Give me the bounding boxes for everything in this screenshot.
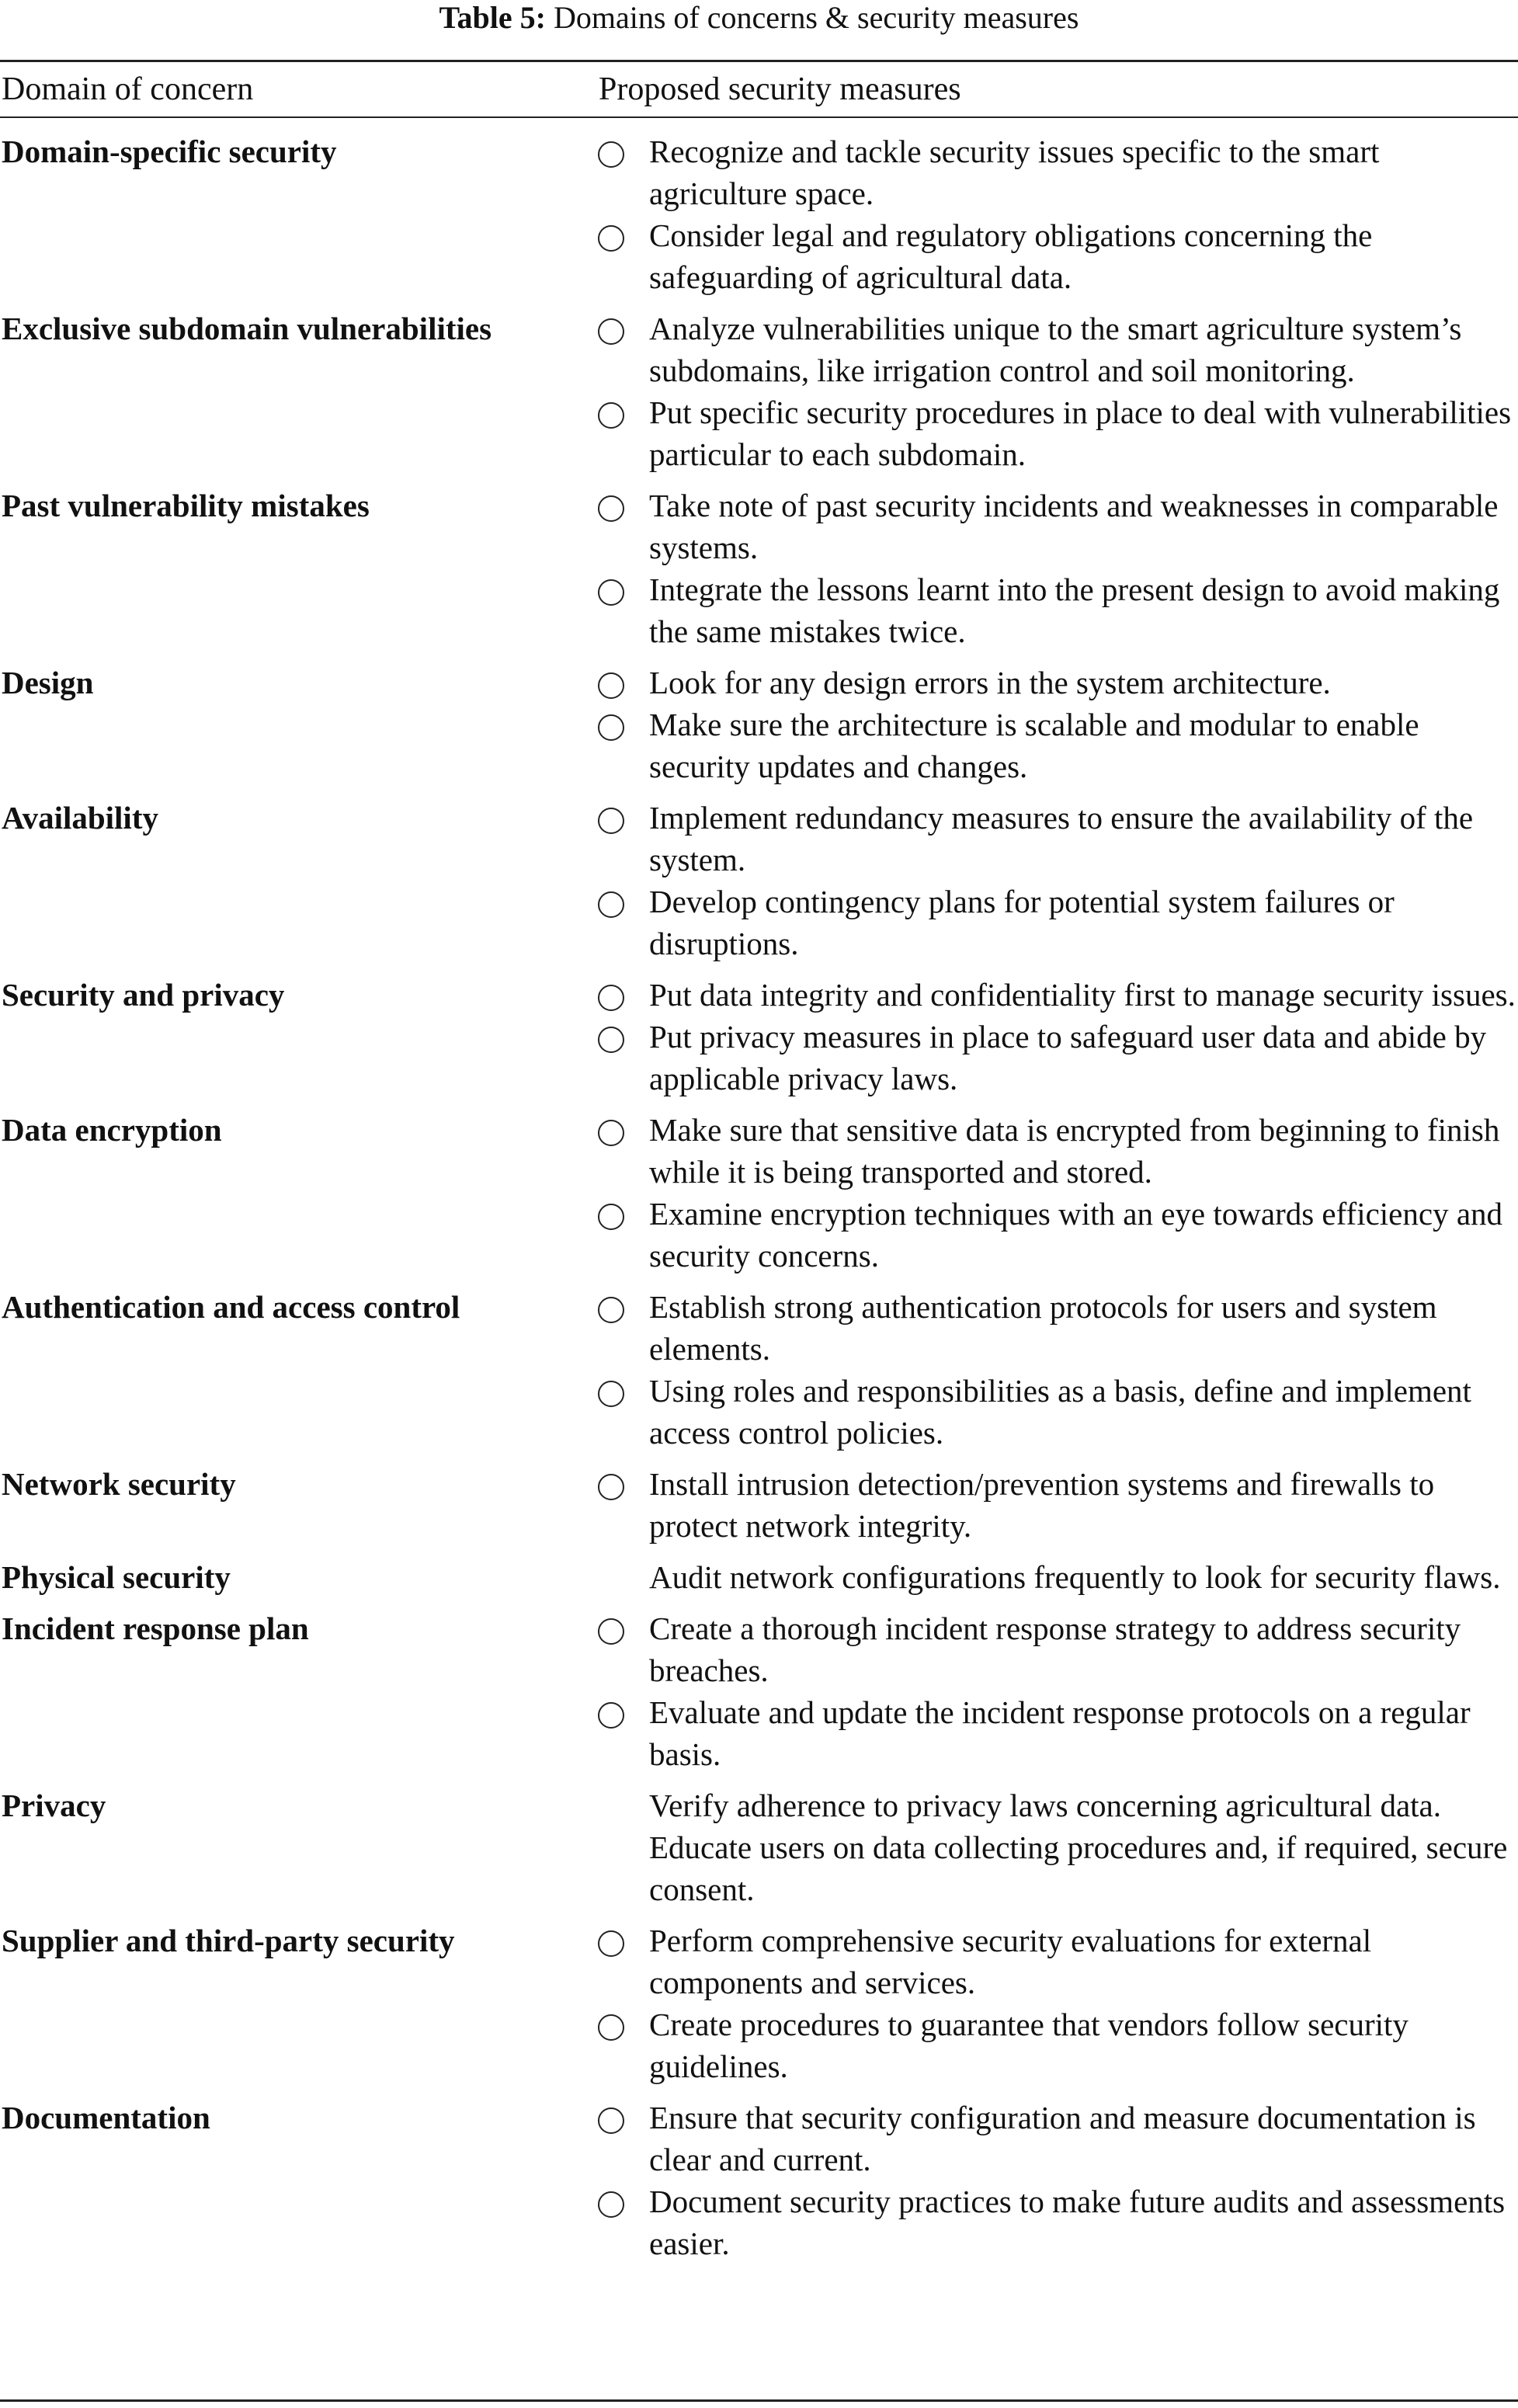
measure-text: Develop contingency plans for potential system failures or disruptions. [649,884,1395,961]
measures-cell [598,308,1518,475]
domain-cell: Data encryption [2,1112,222,1148]
table-row [0,1463,1518,1556]
circle-bullet-icon [598,1381,624,1407]
table-row [0,1286,1518,1463]
measure-item [598,1286,1518,1370]
measure-text: Perform comprehensive security evaluations for external components and services. [649,1923,1372,2000]
measure-text: Recognize and tackle security issues specific to the smart agriculture space. [649,134,1380,211]
measures-cell [598,662,1518,787]
measure-item [598,2097,1518,2180]
domain-cell: Documentation [2,2100,210,2135]
domain-cell: Domain-specific security [2,134,337,169]
measure-text: Examine encryption techniques with an eye towards efficiency and security concerns. [649,1196,1503,1273]
table-row [0,797,1518,974]
circle-bullet-icon [598,1930,624,1957]
table-header [0,62,1518,116]
domain-cell: Authentication and access control [2,1289,460,1325]
circle-bullet-icon [598,1120,624,1146]
table-row [0,2097,1518,2274]
measure-text: Put privacy measures in place to safeguard user data and abide by applicable privacy laws. [649,1019,1487,1096]
measure-text: Create a thorough incident response strategy to address security breaches. [649,1611,1461,1688]
table-caption-label: Table 5: [439,0,546,35]
table-row [0,308,1518,485]
measure-text: Implement redundancy measures to ensure the availability of the system. [649,800,1474,877]
table-row [0,485,1518,662]
measure-item [598,485,1518,568]
header-rule [0,116,1518,118]
measure-text: Audit network configurations frequently to look for security flaws. [649,1559,1501,1595]
measure-text: Ensure that security configuration and measure documentation is clear and current. [649,2100,1476,2177]
measure-item [598,1016,1518,1100]
table-caption-text: Domains of concerns & security measures [553,0,1079,35]
circle-bullet-icon [598,225,624,252]
measure-text: Take note of past security incidents and weaknesses in comparable systems. [649,488,1499,565]
measure-item [598,391,1518,475]
measure-item [598,797,1518,881]
measure-text: Install intrusion detection/prevention systems and firewalls to protect network integrity. [649,1466,1435,1544]
measures-cell [598,797,1518,964]
measure-item [598,881,1518,964]
circle-bullet-icon [598,1204,624,1230]
circle-bullet-icon [598,1702,624,1729]
circle-bullet-icon [598,714,624,741]
table-row [0,1920,1518,2097]
domain-cell: Exclusive subdomain vulnerabilities [2,311,492,346]
circle-bullet-icon [598,2107,624,2134]
measure-text: Create procedures to guarantee that vendors follow security guidelines. [649,2007,1409,2084]
measure-item [598,1784,1518,1826]
measure-text: Put data integrity and confidentiality first to manage security issues. [649,977,1516,1013]
circle-bullet-icon [598,495,624,522]
measure-item [598,1691,1518,1775]
domain-cell: Past vulnerability mistakes [2,488,370,523]
bottom-rule [0,2399,1518,2402]
domain-cell: Design [2,665,94,700]
measures-cell [598,2097,1518,2264]
header-domain: Domain of concern [2,71,254,107]
measure-text: Using roles and responsibilities as a basis, define and implement access control policies. [649,1373,1471,1451]
measure-text: Make sure the architecture is scalable and modular to enable security updates and changes. [649,707,1419,784]
domain-cell: Physical security [2,1559,231,1595]
measures-cell [598,1109,1518,1277]
measures-cell [598,130,1518,298]
measure-item [598,1463,1518,1547]
measure-item [598,1370,1518,1454]
measures-cell [598,1556,1518,1598]
circle-bullet-icon [598,891,624,918]
circle-bullet-icon [598,2191,624,2218]
measure-text: Consider legal and regulatory obligations concerning the safeguarding of agricultural data. [649,217,1373,295]
table-row [0,1109,1518,1286]
measure-item [598,1607,1518,1691]
circle-bullet-icon [598,985,624,1011]
measure-text: Analyze vulnerabilities unique to the smart agriculture system’s subdomains, like irrigation control and soil monitoring. [649,311,1462,388]
domain-cell: Supplier and third-party security [2,1923,455,1958]
circle-bullet-icon [598,1027,624,1053]
table-row [0,974,1518,1109]
domain-cell: Network security [2,1466,236,1502]
measure-item [598,1193,1518,1277]
measure-text: Establish strong authentication protocols for users and system elements. [649,1289,1437,1367]
measure-text: Evaluate and update the incident response protocols on a regular basis. [649,1694,1471,1772]
measures-cell [598,1920,1518,2087]
table-body [0,130,1518,2274]
circle-bullet-icon [598,2014,624,2041]
measure-item [598,662,1518,704]
circle-bullet-icon [598,808,624,834]
circle-bullet-icon [598,1618,624,1645]
table-row [0,662,1518,797]
table-caption [0,0,1518,39]
measure-item [598,704,1518,787]
circle-bullet-icon [598,1474,624,1500]
measures-cell [598,1286,1518,1454]
header-measures: Proposed security measures [599,71,961,107]
measure-text: Look for any design errors in the system architecture. [649,665,1331,700]
table-row [0,1784,1518,1920]
table-row [0,130,1518,308]
measures-cell [598,1607,1518,1775]
measures-cell [598,1784,1518,1910]
circle-bullet-icon [598,672,624,699]
measures-cell [598,974,1518,1100]
domain-cell: Security and privacy [2,977,285,1013]
measure-text: Integrate the lessons learnt into the present design to avoid making the same mistakes twice. [649,572,1500,649]
domain-cell: Incident response plan [2,1611,309,1646]
measure-item [598,130,1518,214]
domain-cell: Privacy [2,1788,106,1823]
measure-item [598,1556,1518,1598]
measure-item [598,568,1518,652]
measures-cell [598,485,1518,652]
measure-text: Educate users on data collecting procedures and, if required, secure consent. [649,1829,1508,1907]
measure-text: Document security practices to make future audits and assessments easier. [649,2184,1506,2261]
measure-text: Make sure that sensitive data is encrypted from beginning to finish while it is being transported and stored. [649,1112,1500,1190]
measure-item [598,214,1518,298]
measure-item [598,974,1518,1016]
measure-text: Verify adherence to privacy laws concerning agricultural data. [649,1788,1441,1823]
measure-item [598,308,1518,391]
domain-cell: Availability [2,800,158,836]
measure-item [598,1920,1518,2003]
circle-bullet-icon [598,318,624,345]
table-row [0,1556,1518,1607]
measure-item [598,1109,1518,1193]
measures-cell [598,1463,1518,1547]
circle-bullet-icon [598,1297,624,1323]
measure-item [598,2180,1518,2264]
circle-bullet-icon [598,402,624,429]
measure-item [598,1826,1518,1910]
measure-item [598,2003,1518,2087]
table-row [0,1607,1518,1784]
circle-bullet-icon [598,579,624,606]
measure-text: Put specific security procedures in place to deal with vulnerabilities particular to each subdomain. [649,394,1512,472]
circle-bullet-icon [598,141,624,168]
